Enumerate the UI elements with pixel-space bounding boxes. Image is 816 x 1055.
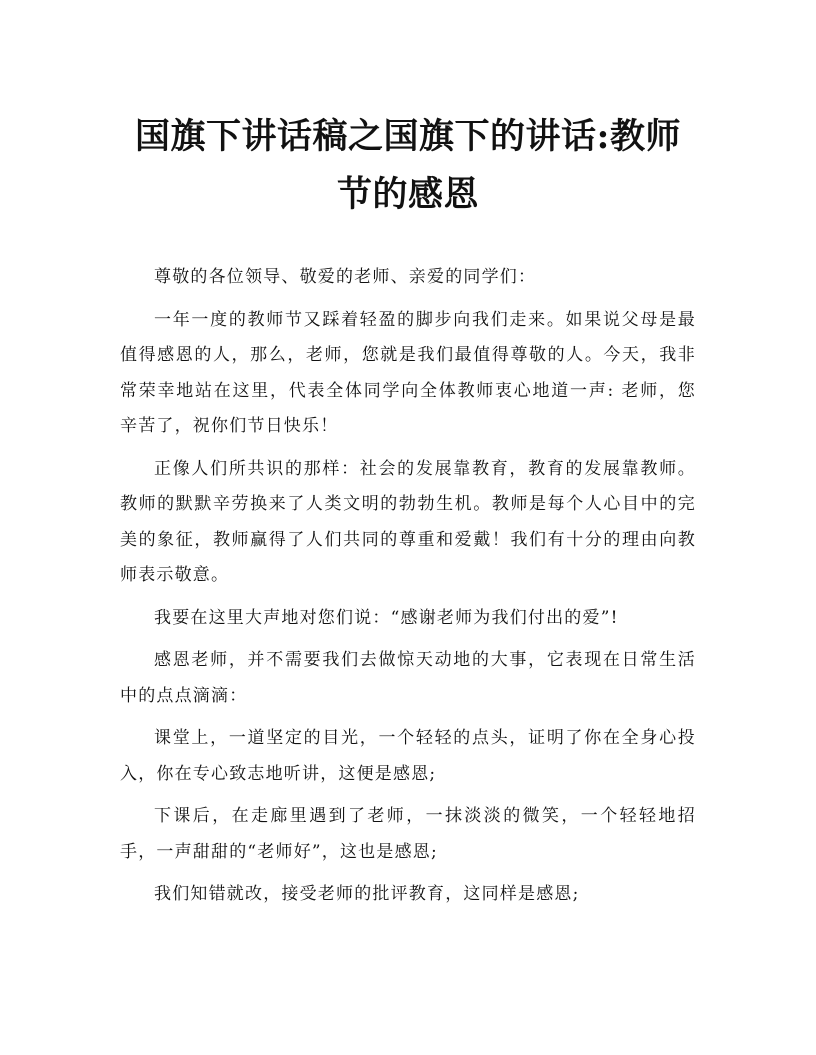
document-title: 国旗下讲话稿之国旗下的讲话:教师节的感恩 bbox=[135, 116, 681, 215]
paragraph: 我们知错就改，接受老师的批评教育，这同样是感恩; bbox=[154, 884, 580, 904]
paragraph: 我要在这里大声地对您们说：“感谢老师为我们付出的爱”! bbox=[154, 607, 619, 628]
document-body bbox=[120, 260, 696, 920]
paragraph: 正像人们所共识的那样：社会的发展靠教育，教育的发展靠教师。教师的默默辛劳换来了人类文明的勃勃生机。教师是每个人心目中的完美的象征，教师赢得了人们共同的尊重和爱戴！我们有十分的理由向教师表示敬意。 bbox=[120, 458, 696, 585]
paragraph: 一年一度的教师节又踩着轻盈的脚步向我们走来。如果说父母是最值得感恩的人，那么，老师，您就是我们最值得尊敬的人。今天，我非常荣幸地站在这里，代表全体同学向全体教师衷心地道一声: 老师，您辛苦了，祝你们节日快乐！ bbox=[120, 309, 696, 436]
paragraph: 感恩老师，并不需要我们去做惊天动地的大事，它表现在日常生活中的点点滴滴： bbox=[120, 650, 696, 706]
paragraph: 下课后，在走廊里遇到了老师，一抹淡淡的微笑，一个轻轻地招手，一声甜甜的“老师好”，这也是感恩; bbox=[120, 806, 696, 862]
paragraph-greeting: 尊敬的各位领导、敬爱的老师、亲爱的同学们： bbox=[154, 267, 537, 287]
paragraph: 课堂上，一道坚定的目光，一个轻轻的点头，证明了你在全身心投入，你在专心致志地听讲，这便是感恩; bbox=[120, 728, 696, 784]
